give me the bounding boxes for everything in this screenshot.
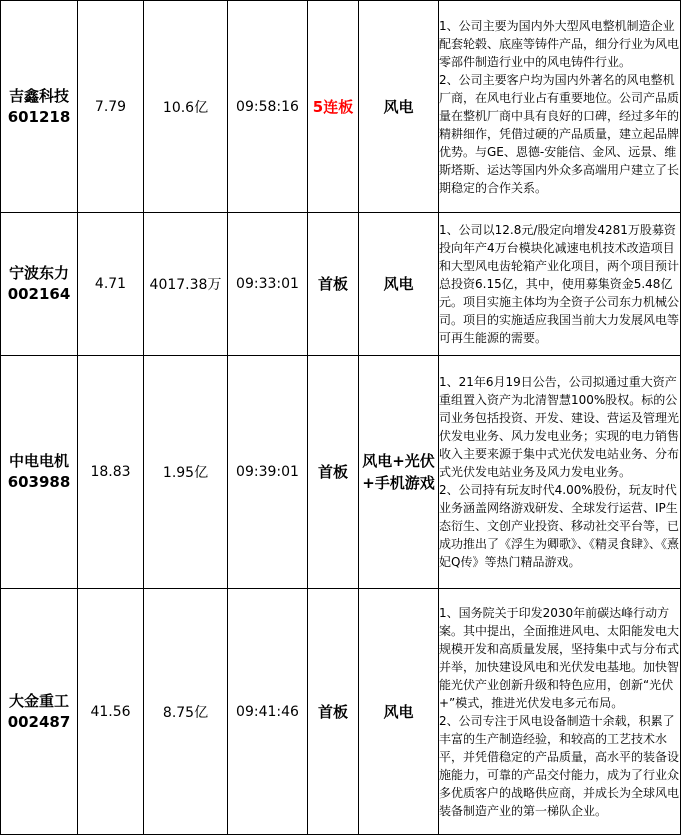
amount-cell: 10.6亿	[144, 1, 228, 213]
table-row	[1, 356, 681, 589]
table-row	[1, 213, 681, 356]
concept-cell: 风电	[359, 589, 439, 835]
amount-cell: 8.75亿	[144, 589, 228, 835]
description-cell	[439, 1, 681, 213]
description-paragraph: 2、公司主要客户均为国内外著名的风电整机厂商，在风电行业占有重要地位。公司产品质量在整机厂商中具有良好的口碑，经过多年的精耕细作，凭借过硬的产品质量，建立起品牌优势。与GE、恩德-安能信、金风、远景、维斯塔斯、运达等国内外众多高端用户建立了长期稳定的合作关系。	[439, 72, 680, 195]
price-cell: 7.79	[78, 1, 144, 213]
concept-cell: 风电	[359, 1, 439, 213]
concept-cell: 风电+光伏+手机游戏	[359, 356, 439, 589]
description-paragraph: 1、公司主要为国内外大型风电整机制造企业配套轮毂、底座等铸件产品，细分行业为风电零部件制造行业中的风电铸件行业。	[439, 18, 680, 69]
table-row	[1, 589, 681, 835]
stock-name: 宁波东力	[8, 264, 69, 282]
stock-code: 002487	[7, 712, 71, 731]
stock-name-cell	[1, 1, 78, 213]
limit-time-cell: 09:41:46	[228, 589, 308, 835]
price-cell: 18.83	[78, 356, 144, 589]
price-cell: 41.56	[78, 589, 144, 835]
board-count-cell: 首板	[308, 213, 359, 356]
limit-time-cell: 09:33:01	[228, 213, 308, 356]
board-count-cell: 首板	[308, 356, 359, 589]
limit-time-cell: 09:58:16	[228, 1, 308, 213]
stock-name: 大金重工	[8, 691, 69, 710]
stock-name: 吉鑫科技	[8, 86, 69, 105]
stock-name: 中电电机	[8, 452, 69, 470]
stock-code: 603988	[7, 473, 71, 491]
table-row	[1, 1, 681, 213]
board-count-cell: 首板	[308, 589, 359, 835]
description-paragraph: 1、公司以12.8元/股定向增发4281万股募资投向年产4万台模块化减速电机技术改造项目和大型风电齿轮箱产业化项目，两个项目预计总投资6.15亿，其中，使用募集资金5.48亿元。项目实施主体均为全资子公司东力机械公司。项目的实施适应我国当前大力发展风电等可再生能源的需要。	[439, 223, 680, 345]
price-cell: 4.71	[78, 213, 144, 356]
description-cell	[439, 589, 681, 835]
description-cell	[439, 356, 681, 589]
stock-code: 002164	[7, 285, 71, 303]
description-paragraph: 2、公司专注于风电设备制造十余载，积累了丰富的生产制造经验，和较高的工艺技术水平，并凭借稳定的产品质量，高水平的装备设施能力，可靠的产品交付能力，成为了行业众多优质客户的战略供应商，并成长为全球风电装备制造产业的第一梯队企业。	[439, 713, 680, 818]
description-paragraph: 1、国务院关于印发2030年前碳达峰行动方案。其中提出，全面推进风电、太阳能发电大规模开发和高质量发展，坚持集中式与分布式并举，加快建设风电和光伏发电基地。加快智能光伏产业创新升级和特色应用，创新“光伏+”模式，推进光伏发电多元布局。	[439, 605, 680, 710]
description-paragraph: 2、公司持有玩友时代4.00%股份，玩友时代业务涵盖网络游戏研发、全球发行运营、IP生态衍生、文创产业投资、移动社交平台等，已成功推出了《浮生为卿歌》、《精灵食肆》、《熹妃Q传》等热门精品游戏。	[439, 483, 680, 569]
stock-name-cell	[1, 213, 78, 356]
limit-time-cell: 09:39:01	[228, 356, 308, 589]
amount-cell: 4017.38万	[144, 213, 228, 356]
stock-name-cell	[1, 589, 78, 835]
board-count-cell: 5连板	[308, 1, 359, 213]
amount-cell: 1.95亿	[144, 356, 228, 589]
stock-code: 601218	[7, 107, 71, 126]
description-cell	[439, 213, 681, 356]
stock-name-cell	[1, 356, 78, 589]
concept-cell: 风电	[359, 213, 439, 356]
description-paragraph: 1、21年6月19日公告，公司拟通过重大资产重组置入资产为北清智慧100%股权。标的公司业务包括投资、开发、建设、营运及管理光伏发电业务、风力发电业务；实现的电力销售收入主要来源于集中式光伏发电站业务、分布式光伏发电站业务及风力发电业务。	[439, 375, 680, 479]
